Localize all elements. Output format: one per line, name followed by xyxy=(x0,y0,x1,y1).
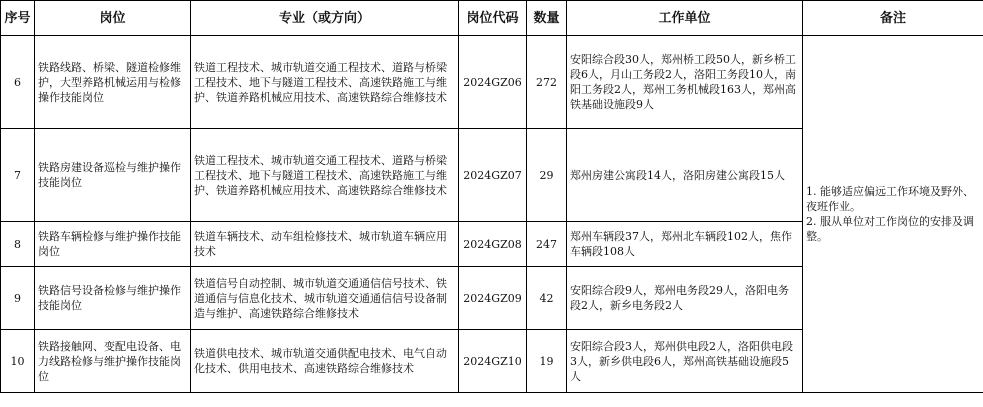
unit-cell: 郑州车辆段37人，郑州北车辆段102人，焦作车辆段108人 xyxy=(567,222,803,267)
unit-cell: 安阳综合段30人，郑州桥工段50人，新乡桥工段6人，月山工务段2人，洛阳工务段10人，南阳工务段2人，郑州工务机械段163人，郑州高铁基础设施段9人 xyxy=(567,36,803,129)
major-cell: 铁道信号自动控制、城市轨道交通通信信号技术、铁道通信与信息化技术、城市轨道交通通信信号设备制造与维护、高速铁路综合维修技术 xyxy=(191,267,459,330)
remarks-line-1: 1. 能够适应偏远工作环境及野外、夜班作业。 xyxy=(806,185,974,213)
remarks-cell xyxy=(803,36,983,393)
header-row xyxy=(1,1,983,36)
position-cell: 铁路线路、桥梁、隧道检修维护，大型养路机械运用与检修操作技能岗位 xyxy=(35,36,191,129)
code-cell: 2024GZ07 xyxy=(459,129,527,222)
count-cell: 19 xyxy=(527,330,567,393)
count-cell: 272 xyxy=(527,36,567,129)
major-cell: 铁道工程技术、城市轨道交通工程技术、道路与桥梁工程技术、地下与隧道工程技术、高速铁路施工与维护、铁道养路机械应用技术、高速铁路综合维修技术 xyxy=(191,36,459,129)
position-cell: 铁路房建设备巡检与维护操作技能岗位 xyxy=(35,129,191,222)
count-cell: 42 xyxy=(527,267,567,330)
unit-cell: 安阳综合段3人，郑州供电段2人，洛阳供电段3人，新乡供电段6人，郑州高铁基础设施段5人 xyxy=(567,330,803,393)
header-position: 岗位 xyxy=(35,1,191,36)
seq-cell: 9 xyxy=(1,267,35,330)
seq-cell: 8 xyxy=(1,222,35,267)
major-cell: 铁道车辆技术、动车组检修技术、城市轨道车辆应用技术 xyxy=(191,222,459,267)
code-cell: 2024GZ06 xyxy=(459,36,527,129)
major-cell: 铁道工程技术、城市轨道交通工程技术、道路与桥梁工程技术、地下与隧道工程技术、高速铁路施工与维护、铁道养路机械应用技术、高速铁路综合维修技术 xyxy=(191,129,459,222)
major-cell: 铁道供电技术、城市轨道交通供配电技术、电气自动化技术、供用电技术、高速铁路综合维修技术 xyxy=(191,330,459,393)
header-remarks: 备注 xyxy=(803,1,983,36)
remarks-line-2: 2. 服从单位对工作岗位的安排及调整。 xyxy=(806,215,974,243)
position-cell: 铁路车辆检修与维护操作技能岗位 xyxy=(35,222,191,267)
header-seq: 序号 xyxy=(1,1,35,36)
unit-cell: 安阳综合段9人，郑州电务段29人，洛阳电务段2人，新乡电务段2人 xyxy=(567,267,803,330)
seq-cell: 7 xyxy=(1,129,35,222)
seq-cell: 6 xyxy=(1,36,35,129)
count-cell: 29 xyxy=(527,129,567,222)
code-cell: 2024GZ08 xyxy=(459,222,527,267)
header-count: 数量 xyxy=(527,1,567,36)
unit-cell: 郑州房建公寓段14人，洛阳房建公寓段15人 xyxy=(567,129,803,222)
table-row xyxy=(1,36,983,129)
position-cell: 铁路接触网、变配电设备、电力线路检修与维护操作技能岗位 xyxy=(35,330,191,393)
header-unit: 工作单位 xyxy=(567,1,803,36)
seq-cell: 10 xyxy=(1,330,35,393)
code-cell: 2024GZ10 xyxy=(459,330,527,393)
code-cell: 2024GZ09 xyxy=(459,267,527,330)
header-major: 专业（或方向） xyxy=(191,1,459,36)
count-cell: 247 xyxy=(527,222,567,267)
header-code: 岗位代码 xyxy=(459,1,527,36)
position-cell: 铁路信号设备检修与维护操作技能岗位 xyxy=(35,267,191,330)
